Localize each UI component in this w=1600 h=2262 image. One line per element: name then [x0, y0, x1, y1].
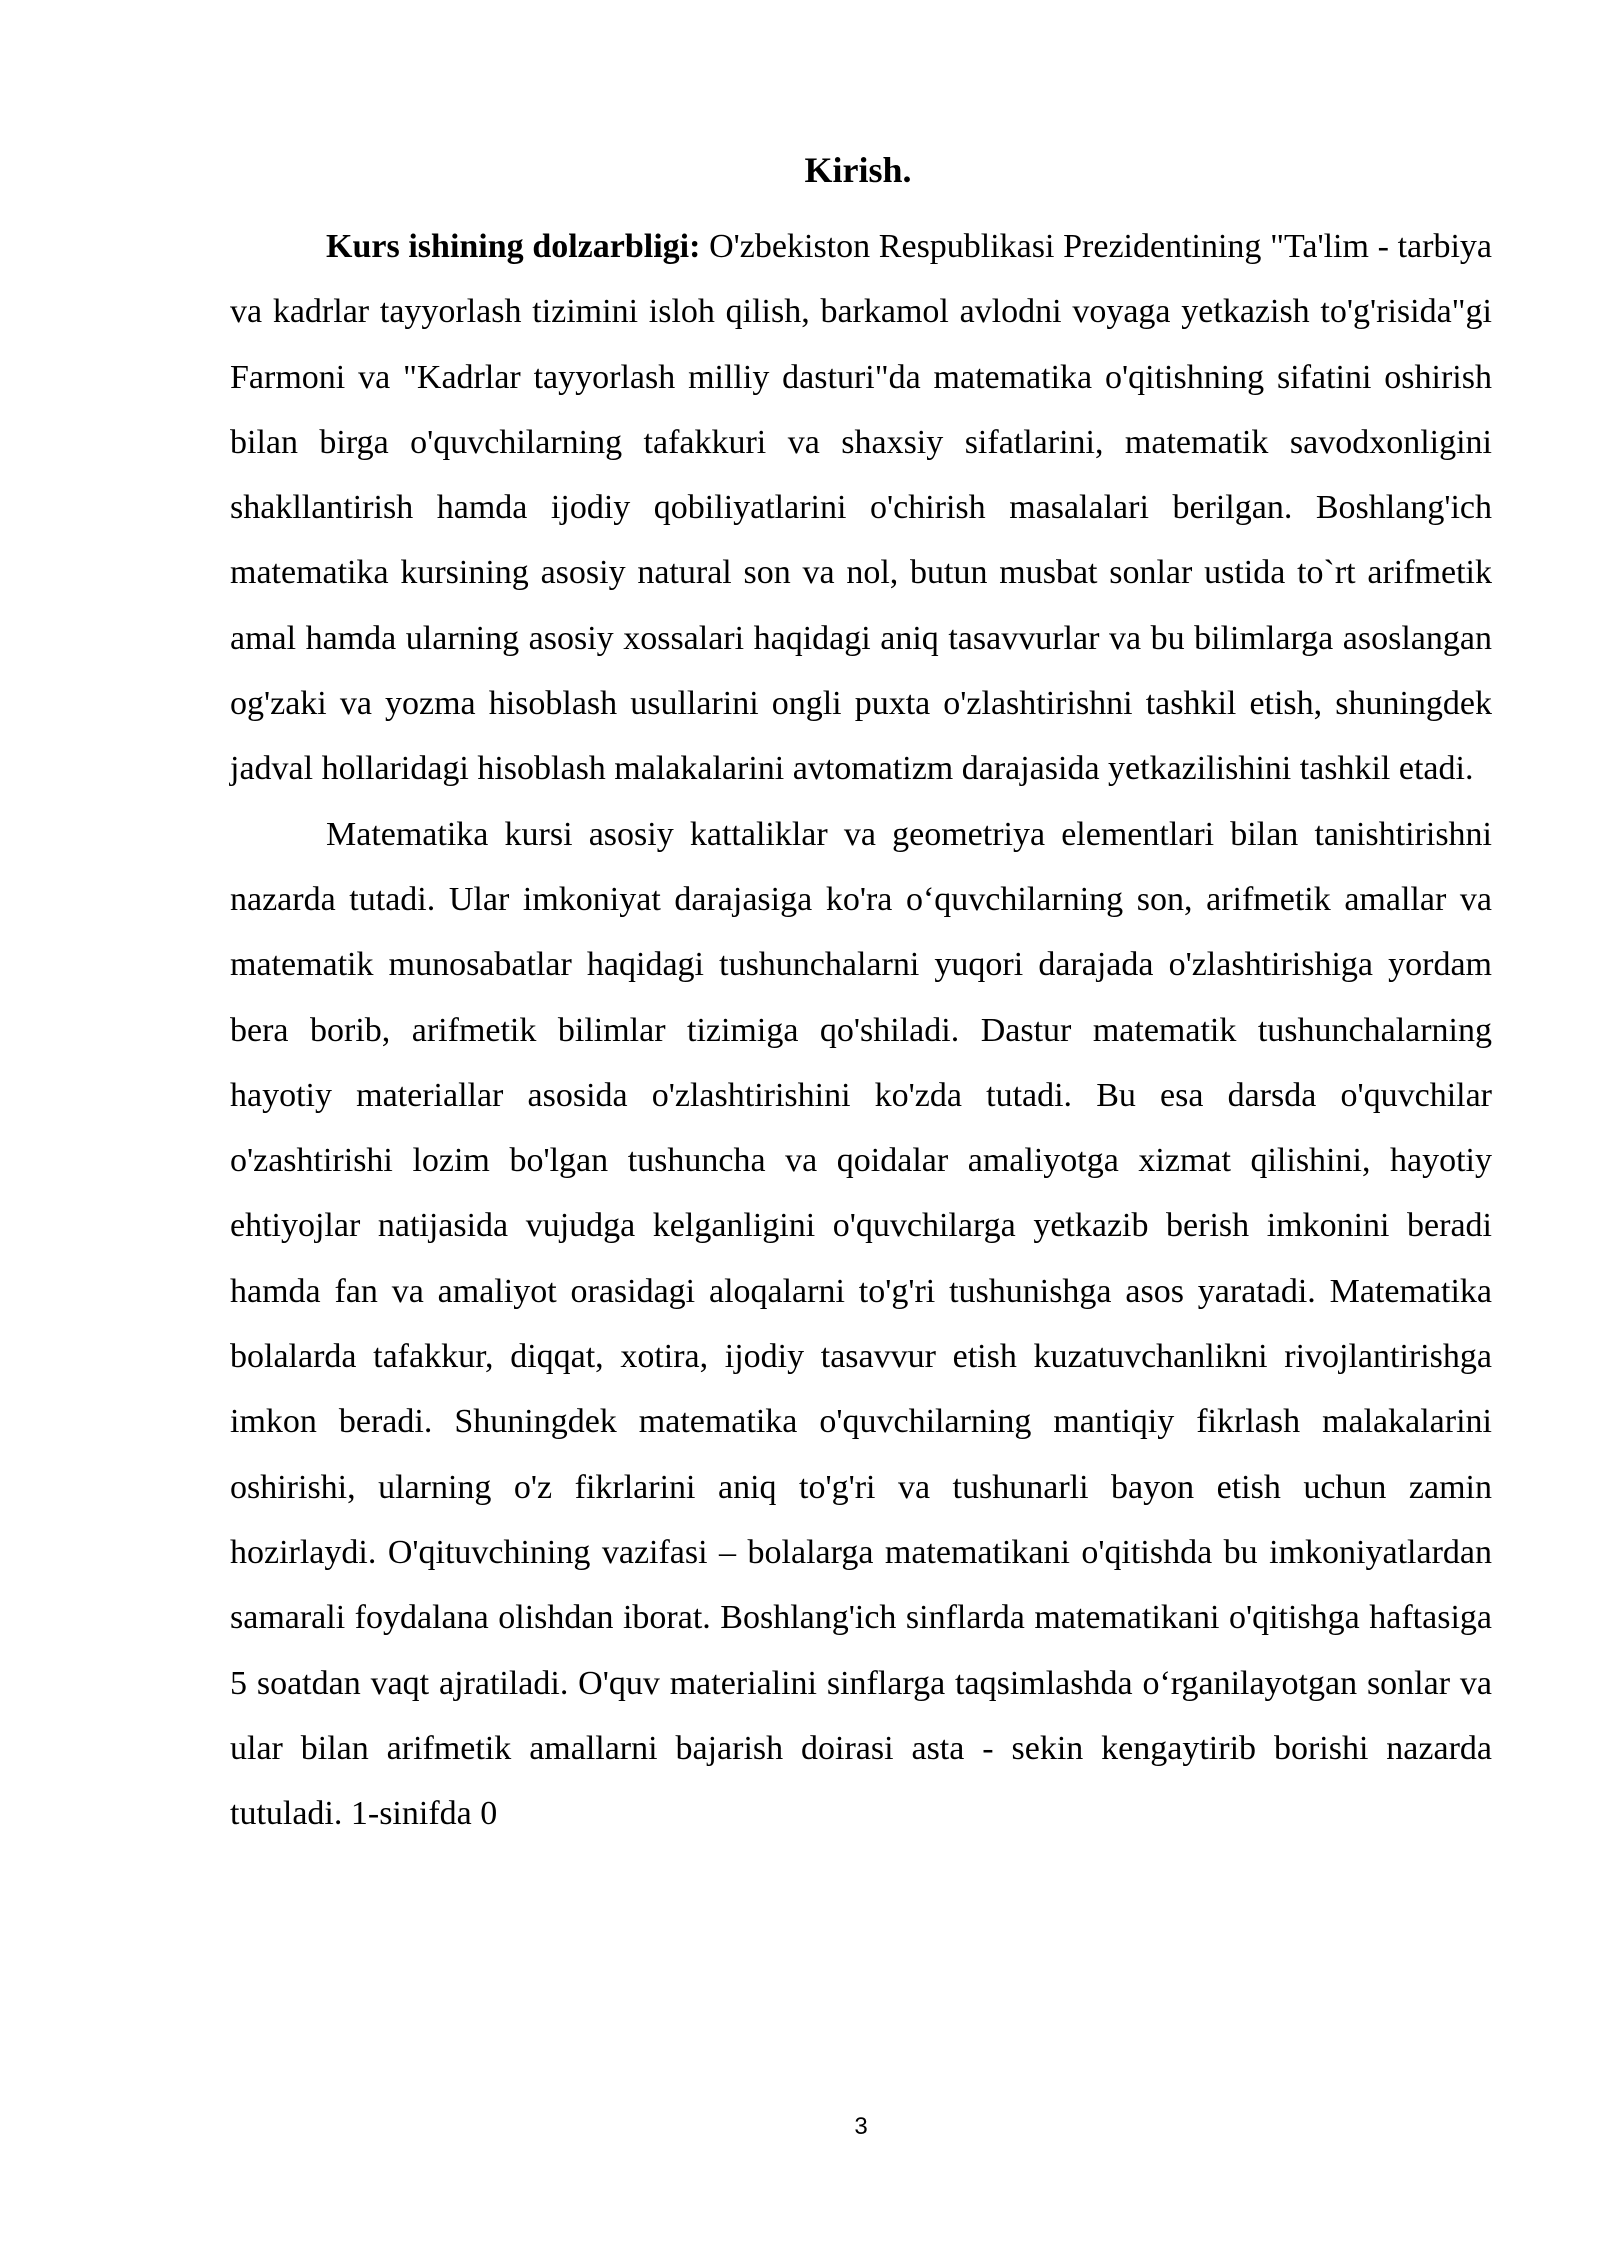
page-number: 3 — [854, 2113, 868, 2140]
paragraph-math-course — [230, 802, 1492, 1847]
paragraph-text: O'zbekiston Respublikasi Prezidentining "Ta'lim - tarbiya va kadrlar tayyorlash tizimini isloh qilish, barkamol avlodni voyaga yetkazish to'g'risida"gi Farmoni va "Kadrlar tayyorlash milliy dasturi"da matematika o'qitishning sifatini oshirish bilan birga o'quvchilarning tafakkuri va shaxsiy sifatlarini, matematik savodxonligini shakllantirish hamda ijodiy qobiliyatlarini o'chirish masalalari berilgan. Boshlang'ich matematika kursining asosiy natural son va nol, butun musbat sonlar ustida to`rt arifmetik amal hamda ularning asosiy xossalari haqidagi aniq tasavvurlar va bu bilimlarga asoslangan og'zaki va yozma hisoblash usullarini ongli puxta o'zlashtirishni tashkil etish, shuningdek jadval hollaridagi hisoblash malakalarini avtomatizm darajasida yetkazilishini tashkil etadi. — [230, 228, 1493, 788]
paragraph-text: Matematika kursi asosiy kattaliklar va geometriya elementlari bilan tanishtirishni nazarda tutadi. Ular imkoniyat darajasiga ko'ra o‘quvchilarning son, arifmetik amallar va matematik munosabatlar haqidagi tushunchalarni yuqori darajada o'zlashtirishiga yordam bera borib, arifmetik bilimlar tizimiga qo'shiladi. Dastur matematik tushunchalarning hayotiy materiallar asosida o'zlashtirishini ko'zda tutadi. Bu esa darsda o'quvchilar o'zashtirishi lozim bo'lgan tushuncha va qoidalar amaliyotga xizmat qilishini, hayotiy ehtiyojlar natijasida vujudga kelganligini o'quvchilarga yetkazib berish imkonini beradi hamda fan va amaliyot orasidagi aloqalarni to'g'ri tushunishga asos yaratadi. Matematika bolalarda tafakkur, diqqat, xotira, ijodiy tasavvur etish kuzatuvchanlikni rivojlantirishga imkon beradi. Shuningdek matematika o'quvchilarning mantiqiy fikrlash malakalarini oshirishi, ularning o'z fikrlarini aniq to'g'ri va tushunarli bayon etish uchun zamin hozirlaydi. O'qituvchining vazifasi – bolalarga matematikani o'qitishda bu imkoniyatlardan samarali foydalana olishdan iborat. Boshlang'ich sinflarda matematikani o'qitishga haftasiga 5 soatdan vaqt ajratiladi. O'quv materialini sinflarga taqsimlashda o‘rganilayotgan sonlar va ular bilan arifmetik amallarni bajarish doirasi asta - sekin kengaytirib borishi nazarda tutuladi. 1-sinifda 0 — [230, 815, 1492, 1833]
paragraph-lead: Kurs ishining dolzarbligi: — [326, 228, 701, 265]
paragraph-relevance — [230, 214, 1492, 802]
document-body — [230, 214, 1492, 1846]
section-heading: Kirish. — [804, 150, 912, 190]
